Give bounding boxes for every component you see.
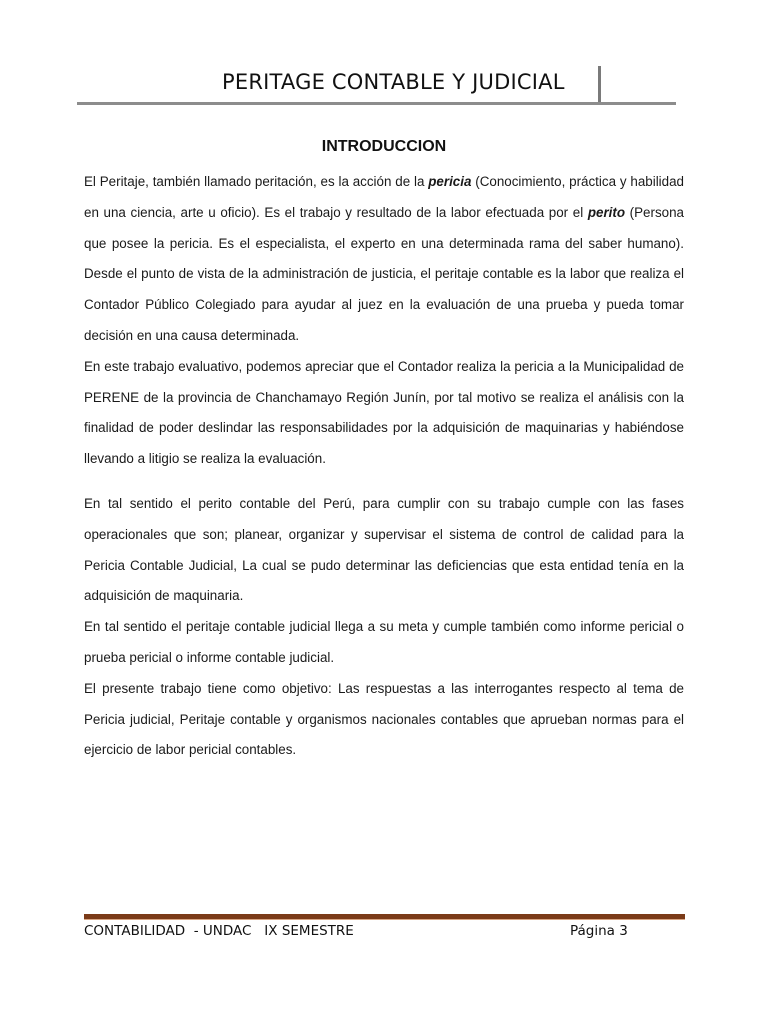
paragraph-4: En tal sentido el peritaje contable judicial llega a su meta y cumple también como informe pericial o prueba pericial o informe contable judicial. [84,619,684,665]
term-pericia: pericia [428,174,472,189]
footer-course-label: CONTABILIDAD - UNDAC IX SEMESTRE [84,923,354,939]
paragraph-2: En este trabajo evaluativo, podemos apreciar que el Contador realiza la pericia a la Municipalidad de PERENE de la provincia de Chanchamayo Región Junín, por tal motivo se realiza el análisis con la finalidad de poder deslindar las responsabilidades por la adquisición de maquinarias y habiéndose llevando a litigio se realiza la evaluación. [84,358,684,467]
footer-page-number: Página 3 [570,923,628,939]
paragraph-1-text-a: El Peritaje, también llamado peritación, es la acción de la [84,174,429,189]
footer-rule-highlight [84,919,685,920]
section-heading: INTRODUCCION [321,138,447,155]
header-vertical-bar [598,66,601,103]
paragraph-1-text-c: (Conocimiento, práctica y habilidad en una ciencia, arte u oficio). Es el trabajo y resultado de la labor efectuada por el [84,174,684,220]
paragraph-1 [84,167,684,352]
term-perito: perito [587,204,626,220]
paragraph-5: El presente trabajo tiene como objetivo: Las respuestas a las interrogantes respecto al tema de Pericia judicial, Peritaje contable y organismos nacionales contables que aprueban normas para el ejercicio de labor pericial contables. [84,680,684,758]
paragraph-1-text-e: (Persona que posee la pericia. Es el especialista, el experto en una determinada rama del saber humano). Desde el punto de vista de la administración de justicia, el peritaje contable es la labor que realiza el Contador Público Colegiado para ayudar al juez en la evaluación de una prueba y pueda tomar decisión en una causa determinada. [84,204,684,343]
page-header-title: PERITAGE CONTABLE Y JUDICIAL [222,70,565,94]
body-text [84,167,684,766]
paragraph-3: En tal sentido el perito contable del Perú, para cumplir con su trabajo cumple con las fases operacionales que son; planear, organizar y supervisar el sistema de control de calidad para la Pericia Contable Judicial, La cual se pudo determinar las deficiencias que esta entidad tenía en la adquisición de maquinaria. [84,495,684,604]
header-rule [77,102,676,105]
